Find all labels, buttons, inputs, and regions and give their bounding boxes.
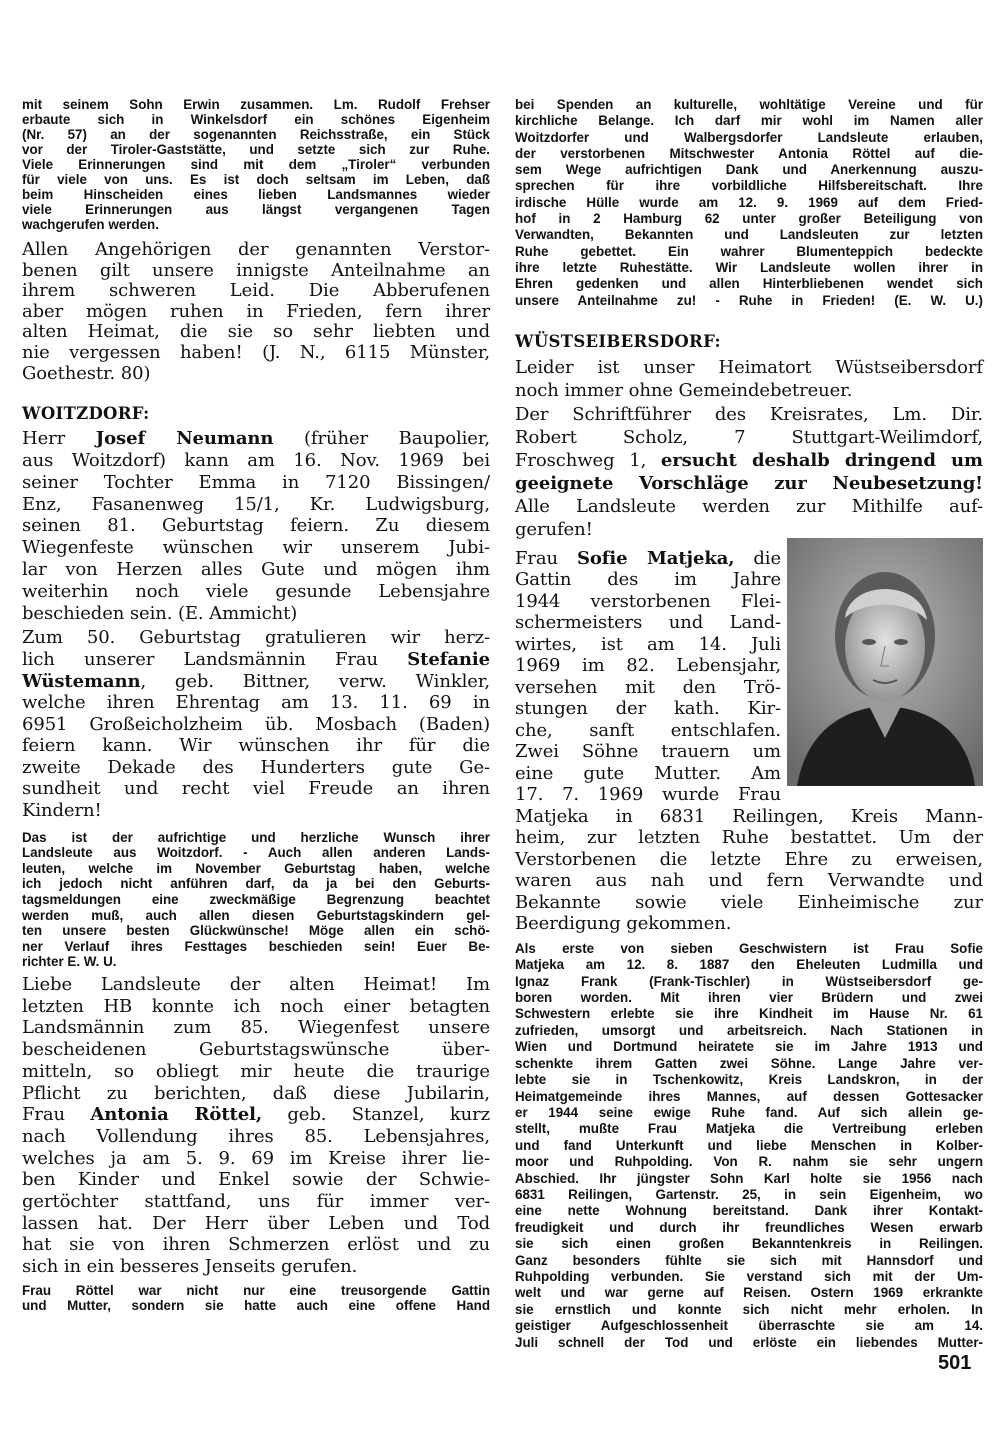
text-line: 1969 im 82. Lebensjahr, <box>515 655 781 677</box>
text-line: Verstorbenen die letzte Ehre zu erweisen, <box>515 848 983 870</box>
text-line: Heimatgemeinde ihres Mannes, auf dessen Gottesacker <box>515 1088 983 1104</box>
text-line: Ruhpolding verbunden. Sie verstand sich mit der Um- <box>515 1268 983 1284</box>
text-line: lar von Herzen alles Gute und mögen ihm <box>22 558 490 580</box>
text-line: nach Vollendung ihres 85. Lebensjahres, <box>22 1125 490 1147</box>
text-line <box>22 428 490 450</box>
text-line: Landsleute aus Woitzdorf. - Auch allen anderen Lands- <box>22 845 490 861</box>
text-run: lich unserer Landsmännin Frau <box>22 648 408 670</box>
text-line: vor der Tiroler-Gaststätte, und setzte sich zur Ruhe. <box>22 142 490 157</box>
text-line: Zwei Söhne trauern um <box>515 741 781 763</box>
text-line: aus Woitzdorf) kann am 16. Nov. 1969 bei <box>22 449 490 471</box>
text-line: seinen 81. Geburtstag feiern. Zu diesem <box>22 515 490 537</box>
paragraph <box>515 548 781 806</box>
text-line: freudigkeit und durch ihr freundliches Wesen erwarb <box>515 1219 983 1235</box>
text-line: Der Schriftführer des Kreisrates, Lm. Dir. <box>515 403 983 425</box>
text-line: Allen Angehörigen der genannten Verstor- <box>22 239 490 260</box>
text-line: Gattin des im Jahre <box>515 569 781 591</box>
text-run: (früher Baupolier, <box>273 428 490 450</box>
text-line: stellt, mußte Frau Matjeka die Vertreibung erleben <box>515 1121 983 1137</box>
text-line: viele Erinnerungen aus längst vergangenen Tagen <box>22 202 490 217</box>
text-line <box>22 649 490 671</box>
text-line: Zum 50. Geburtstag gratulieren wir herz- <box>22 627 490 649</box>
bold-name: geeignete Vorschläge zur Neubesetzung! <box>515 472 983 494</box>
text-line: richter E. W. U. <box>22 954 117 970</box>
text-line: Liebe Landsleute der alten Heimat! Im <box>22 974 490 996</box>
paragraph <box>22 627 490 821</box>
text-line: Pflicht zu berichten, daß diese Jubilarin, <box>22 1082 490 1104</box>
bold-name: Stefanie <box>407 648 490 670</box>
text-line: sich in ein besseres Jenseits gerufen. <box>22 1256 358 1278</box>
section-heading: WOITZDORF: <box>22 404 150 424</box>
text-line: unsere Anteilnahme zu! - Ruhe in Frieden! (E. W. U.) <box>515 292 983 308</box>
text-line: waren aus nah und fern Verwandte und <box>515 870 983 892</box>
text-line: Goethestr. 80) <box>22 362 151 384</box>
text-line <box>22 1104 490 1126</box>
text-line: ihrem schweren Leid. Die Abberufenen <box>22 280 490 302</box>
page-number: 501 <box>938 1352 972 1374</box>
text-line: leuten, welche im November Geburtstag haben, welche <box>22 860 490 876</box>
text-line: heim, zur letzten Ruhe bestattet. Um der <box>515 827 983 849</box>
small-print-paragraph <box>22 830 490 970</box>
text-line: Wien und Dortmund heiratete sie im Jahre 1913 und <box>515 1039 983 1055</box>
text-line: seiner Tochter Emma in 7120 Bissingen/ <box>22 471 490 493</box>
text-line: er 1944 seine ewige Ruhe fand. Auf sich allein ge- <box>515 1104 983 1120</box>
text-line: 6831 Reilingen, Gartenstr. 25, in sein Eigenheim, wo <box>515 1186 983 1202</box>
small-print-paragraph <box>22 97 490 232</box>
text-line: Als erste von sieben Geschwistern ist Frau Sofie <box>515 940 983 956</box>
text-line: sie sich einen großen Bekanntenkreis in Reilingen. <box>515 1236 983 1252</box>
text-line: ten unsere besten Glückwünsche! Möge allen ein schö- <box>22 923 490 939</box>
text-line: Verwandten, Bekannten und Landsleuten zur letzten <box>515 227 983 243</box>
text-line: sem Wege aufrichtigen Dank und Anerkennung auszu- <box>515 162 983 178</box>
text-run: Frau <box>515 547 577 569</box>
paragraph <box>22 428 490 624</box>
text-line: zweite Dekade des Hunderters gute Ge- <box>22 756 490 778</box>
text-line: tagsmeldungen eine zweckmäßige Begrenzung beachtet <box>22 892 490 908</box>
right-column <box>515 97 983 1351</box>
text-line: noch immer ohne Gemeindebetreuer. <box>515 379 853 401</box>
text-line: boren worden. Mit ihren vier Brüdern und zwei <box>515 990 983 1006</box>
paragraph <box>515 806 983 935</box>
text-run: , geb. Bittner, verw. Winkler, <box>140 670 490 692</box>
text-line: Enz, Fasanenweg 15/1, Kr. Ludwigsburg, <box>22 493 490 515</box>
text-line: für viele von uns. Es ist doch seltsam im Leben, daß <box>22 172 490 187</box>
text-line: und fand Unterkunft und liebe Menschen in Kolber- <box>515 1137 983 1153</box>
text-line: welches ja am 5. 9. 69 im Kreise ihrer lie- <box>22 1147 490 1169</box>
text-line: alten Heimat, die sie so sehr liebten und <box>22 321 490 343</box>
bold-name: ersucht deshalb dringend um <box>660 449 983 471</box>
text-run: Froschweg 1, <box>515 449 661 471</box>
bold-name: Wüstemann <box>22 670 141 692</box>
text-line: sie ernstlich und konnte sich nicht mehr erholen. In <box>515 1301 983 1317</box>
small-print-paragraph <box>22 1283 490 1313</box>
text-line: ner Verlauf ihres Festtages beschieden sein! Euer Be- <box>22 938 490 954</box>
text-line: che, sanft entschlafen. <box>515 719 781 741</box>
text-line: Alle Landsleute werden zur Mithilfe auf- <box>515 495 983 517</box>
text-line: mitteln, so obliegt mir heute die traurige <box>22 1060 490 1082</box>
text-line: Matjeka am 12. 8. 1887 den Eheleuten Ludmilla und <box>515 957 983 973</box>
text-line: hat sie von ihren Schmerzen erlöst und zu <box>22 1234 490 1256</box>
text-run: die <box>734 547 781 569</box>
section-heading: WÜSTSEIBERSDORF: <box>515 331 721 351</box>
text-line: lassen hat. Der Herr über Leben und Tod <box>22 1212 490 1234</box>
text-line: feiern kann. Wir wünschen ihr für die <box>22 735 490 757</box>
text-line: benen gilt unsere innigste Anteilnahme an <box>22 259 490 281</box>
text-line: ich jedoch nicht anführen darf, da ja bei den Geburts- <box>22 876 490 892</box>
text-line: Leider ist unser Heimatort Wüstseibersdorf <box>515 356 983 378</box>
text-line: versehen mit den Trö- <box>515 676 781 698</box>
text-line: Landsmännin zum 85. Wiegenfest unsere <box>22 1017 490 1039</box>
text-line: eine gute Mutter. Am <box>515 762 781 784</box>
text-line: Ehren gedenken und allen Hinterbliebenen wendet sich <box>515 276 983 292</box>
bold-name: Sofie Matjeka, <box>576 547 735 569</box>
text-line: hof in 2 Hamburg 62 unter großer Beteiligung von <box>515 211 983 227</box>
text-line: Abschied. Ihr jüngster Sohn Karl holte sie 1956 nach <box>515 1170 983 1186</box>
text-line: stungen der kath. Kir- <box>515 698 781 720</box>
text-line <box>515 548 781 570</box>
text-line: Schwestern erlebte sie ihre Kindheit im Hause Nr. 61 <box>515 1006 983 1022</box>
text-line: sundheit und recht viel Freude an ihren <box>22 778 490 800</box>
text-line: Kindern! <box>22 800 102 822</box>
text-line: Viele Erinnerungen sind mit dem „Tiroler“ verbunden <box>22 157 490 172</box>
text-line: bescheidenen Geburtstagswünsche über- <box>22 1039 490 1061</box>
text-line: welt und war gerne auf Reisen. Ostern 1969 erkrankte <box>515 1285 983 1301</box>
text-line: schermeisters und Land- <box>515 612 781 634</box>
text-line: moor und Ruhpolding. Von R. nahm sie sehr ungern <box>515 1154 983 1170</box>
text-line: Frau Röttel war nicht nur eine treusorgende Gattin <box>22 1282 490 1298</box>
paragraph <box>22 240 490 384</box>
text-line: Bekannte sowie viele Einheimische zur <box>515 891 983 913</box>
text-line: mit seinem Sohn Erwin zusammen. Lm. Rudolf Frehser <box>22 97 490 112</box>
text-line: lebte sie in Tschenkowitz, Kreis Landskron, in der <box>515 1072 983 1088</box>
text-line: weiterhin noch viele gesunde Lebensjahre <box>22 580 490 602</box>
text-line: geistiger Aufgeschlossenheit überraschte sie am 14. <box>515 1318 983 1334</box>
text-line: der verstorbenen Mitschwester Antonia Röttel auf die- <box>515 145 983 161</box>
text-run: Herr <box>22 428 96 450</box>
text-run: Frau <box>22 1104 91 1126</box>
text-line: Ignaz Frank (Frank-Tischler) in Wüstseibersdorf ge- <box>515 973 983 989</box>
text-run: geb. Stanzel, kurz <box>262 1104 491 1126</box>
paragraph <box>515 356 983 402</box>
text-line: sprechen für ihre vorbildliche Hilfsbereitschaft. Ihre <box>515 178 983 194</box>
text-line: welche ihren Ehrentag am 13. 11. 69 in <box>22 692 490 714</box>
text-line: nie vergessen haben! (J. N., 6115 Münster, <box>22 341 490 363</box>
obituary-with-photo <box>515 548 983 806</box>
text-line: Robert Scholz, 7 Stuttgart-Weilimdorf, <box>515 426 983 448</box>
text-line: 6951 Großeicholzheim üb. Mosbach (Baden) <box>22 713 490 735</box>
small-print-paragraph <box>515 941 983 1351</box>
text-line <box>22 671 490 693</box>
text-line: und Mutter, sondern sie hatte auch eine offene Hand <box>22 1298 490 1314</box>
text-line: Woitzdorfer und Walbergsdorfer Landsleute erlauben, <box>515 129 983 145</box>
text-line: beschieden sein. (E. Ammicht) <box>22 602 298 624</box>
paragraph <box>515 403 983 541</box>
text-line: erbaute sich in Winkelsdorf ein schönes Eigenheim <box>22 112 490 127</box>
text-line: zufrieden, umsorgt und arbeitsreich. Nach Stationen in <box>515 1022 983 1038</box>
text-line: letzten HB konnte ich noch einer betagten <box>22 995 490 1017</box>
text-line: Ganz besonders fühlte sie sich mit Hannsdorf und <box>515 1252 983 1268</box>
text-line: eine nette Wohnung bereitstand. Dank ihrer Kontakt- <box>515 1203 983 1219</box>
left-column <box>22 97 490 1313</box>
text-line: schenkte ihrem Gatten zwei Söhne. Lange Jahre ver- <box>515 1055 983 1071</box>
text-line: Juli schnell der Tod und erlöste ein liebendes Mutter- <box>515 1334 983 1350</box>
text-line: Das ist der aufrichtige und herzliche Wunsch ihrer <box>22 829 490 845</box>
text-line: irdische Hülle wurde am 12. 9. 1969 auf dem Fried- <box>515 194 983 210</box>
text-line: 1944 verstorbenen Flei- <box>515 590 781 612</box>
text-line: ben Kinder und Enkel sowie der Schwie- <box>22 1169 490 1191</box>
text-line: Ruhe gebettet. Ein wahrer Blumenteppich bedeckte <box>515 243 983 259</box>
paragraph <box>22 974 490 1278</box>
text-line: ihre letzte Ruhestätte. Wir Landsleute wollen ihrer in <box>515 259 983 275</box>
text-line: kirchliche Belange. Ich darf mir wohl im Namen aller <box>515 113 983 129</box>
text-line: Beerdigung gekommen. <box>515 913 732 935</box>
text-line: bei Spenden an kulturelle, wohltätige Vereine und für <box>515 97 983 112</box>
text-line: Wiegenfeste wünschen wir unserem Jubi- <box>22 537 490 559</box>
text-line: gerufen! <box>515 518 593 540</box>
text-line: Matjeka in 6831 Reilingen, Kreis Mann- <box>515 805 983 827</box>
portrait-photo <box>787 538 983 786</box>
text-line: beim Hinscheiden eines lieben Landsmannes wieder <box>22 187 490 202</box>
text-line: wachgerufen werden. <box>22 217 159 232</box>
bold-name: Antonia Röttel, <box>90 1104 263 1126</box>
small-print-paragraph <box>515 97 983 309</box>
text-line <box>515 449 983 472</box>
text-line <box>515 472 983 495</box>
text-line: werden muß, auch allen diesen Geburtstagskindern gel- <box>22 907 490 923</box>
text-line: gertöchter stattfand, uns für immer ver- <box>22 1191 490 1213</box>
text-line: wirtes, ist am 14. Juli <box>515 633 781 655</box>
text-line: aber mögen ruhen in Frieden, fern ihrer <box>22 300 490 322</box>
text-line: 17. 7. 1969 wurde Frau <box>515 784 781 806</box>
bold-name: Josef Neumann <box>95 428 274 450</box>
text-line: (Nr. 57) an der sogenannten Reichsstraße, ein Stück <box>22 127 490 142</box>
